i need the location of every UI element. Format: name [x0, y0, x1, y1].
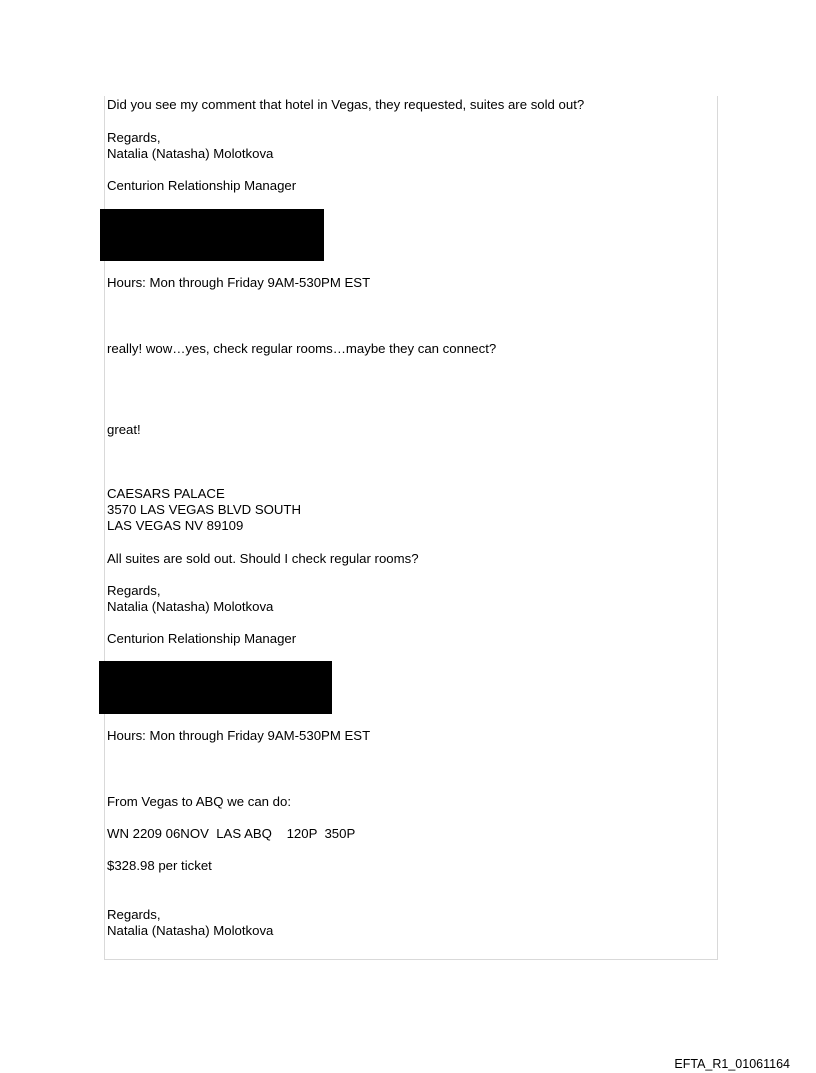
message-line: great! — [107, 422, 141, 437]
message-line: All suites are sold out. Should I check regular rooms? — [107, 551, 419, 566]
sign-off: Regards, — [107, 130, 161, 145]
hotel-city: LAS VEGAS NV 89109 — [107, 518, 244, 533]
message-line: really! wow…yes, check regular rooms…maybe they can connect? — [107, 341, 497, 356]
hotel-street: 3570 LAS VEGAS BLVD SOUTH — [107, 502, 301, 517]
business-hours: Hours: Mon through Friday 9AM-530PM EST — [107, 728, 371, 743]
message-line: Did you see my comment that hotel in Vegas, they requested, suites are sold out? — [107, 97, 585, 112]
message-line: From Vegas to ABQ we can do: — [107, 794, 291, 809]
ticket-price: $328.98 per ticket — [107, 858, 212, 873]
sender-name: Natalia (Natasha) Molotkova — [107, 599, 274, 614]
sender-name: Natalia (Natasha) Molotkova — [107, 923, 274, 938]
redaction-block — [99, 661, 332, 714]
sign-off: Regards, — [107, 907, 161, 922]
sign-off: Regards, — [107, 583, 161, 598]
document-id: EFTA_R1_01061164 — [674, 1057, 790, 1071]
sender-title: Centurion Relationship Manager — [107, 631, 297, 646]
flight-itinerary: WN 2209 06NOV LAS ABQ 120P 350P — [107, 826, 356, 841]
hotel-name: CAESARS PALACE — [107, 486, 225, 501]
sender-title: Centurion Relationship Manager — [107, 178, 297, 193]
redaction-block — [100, 209, 324, 261]
business-hours: Hours: Mon through Friday 9AM-530PM EST — [107, 275, 371, 290]
sender-name: Natalia (Natasha) Molotkova — [107, 146, 274, 161]
